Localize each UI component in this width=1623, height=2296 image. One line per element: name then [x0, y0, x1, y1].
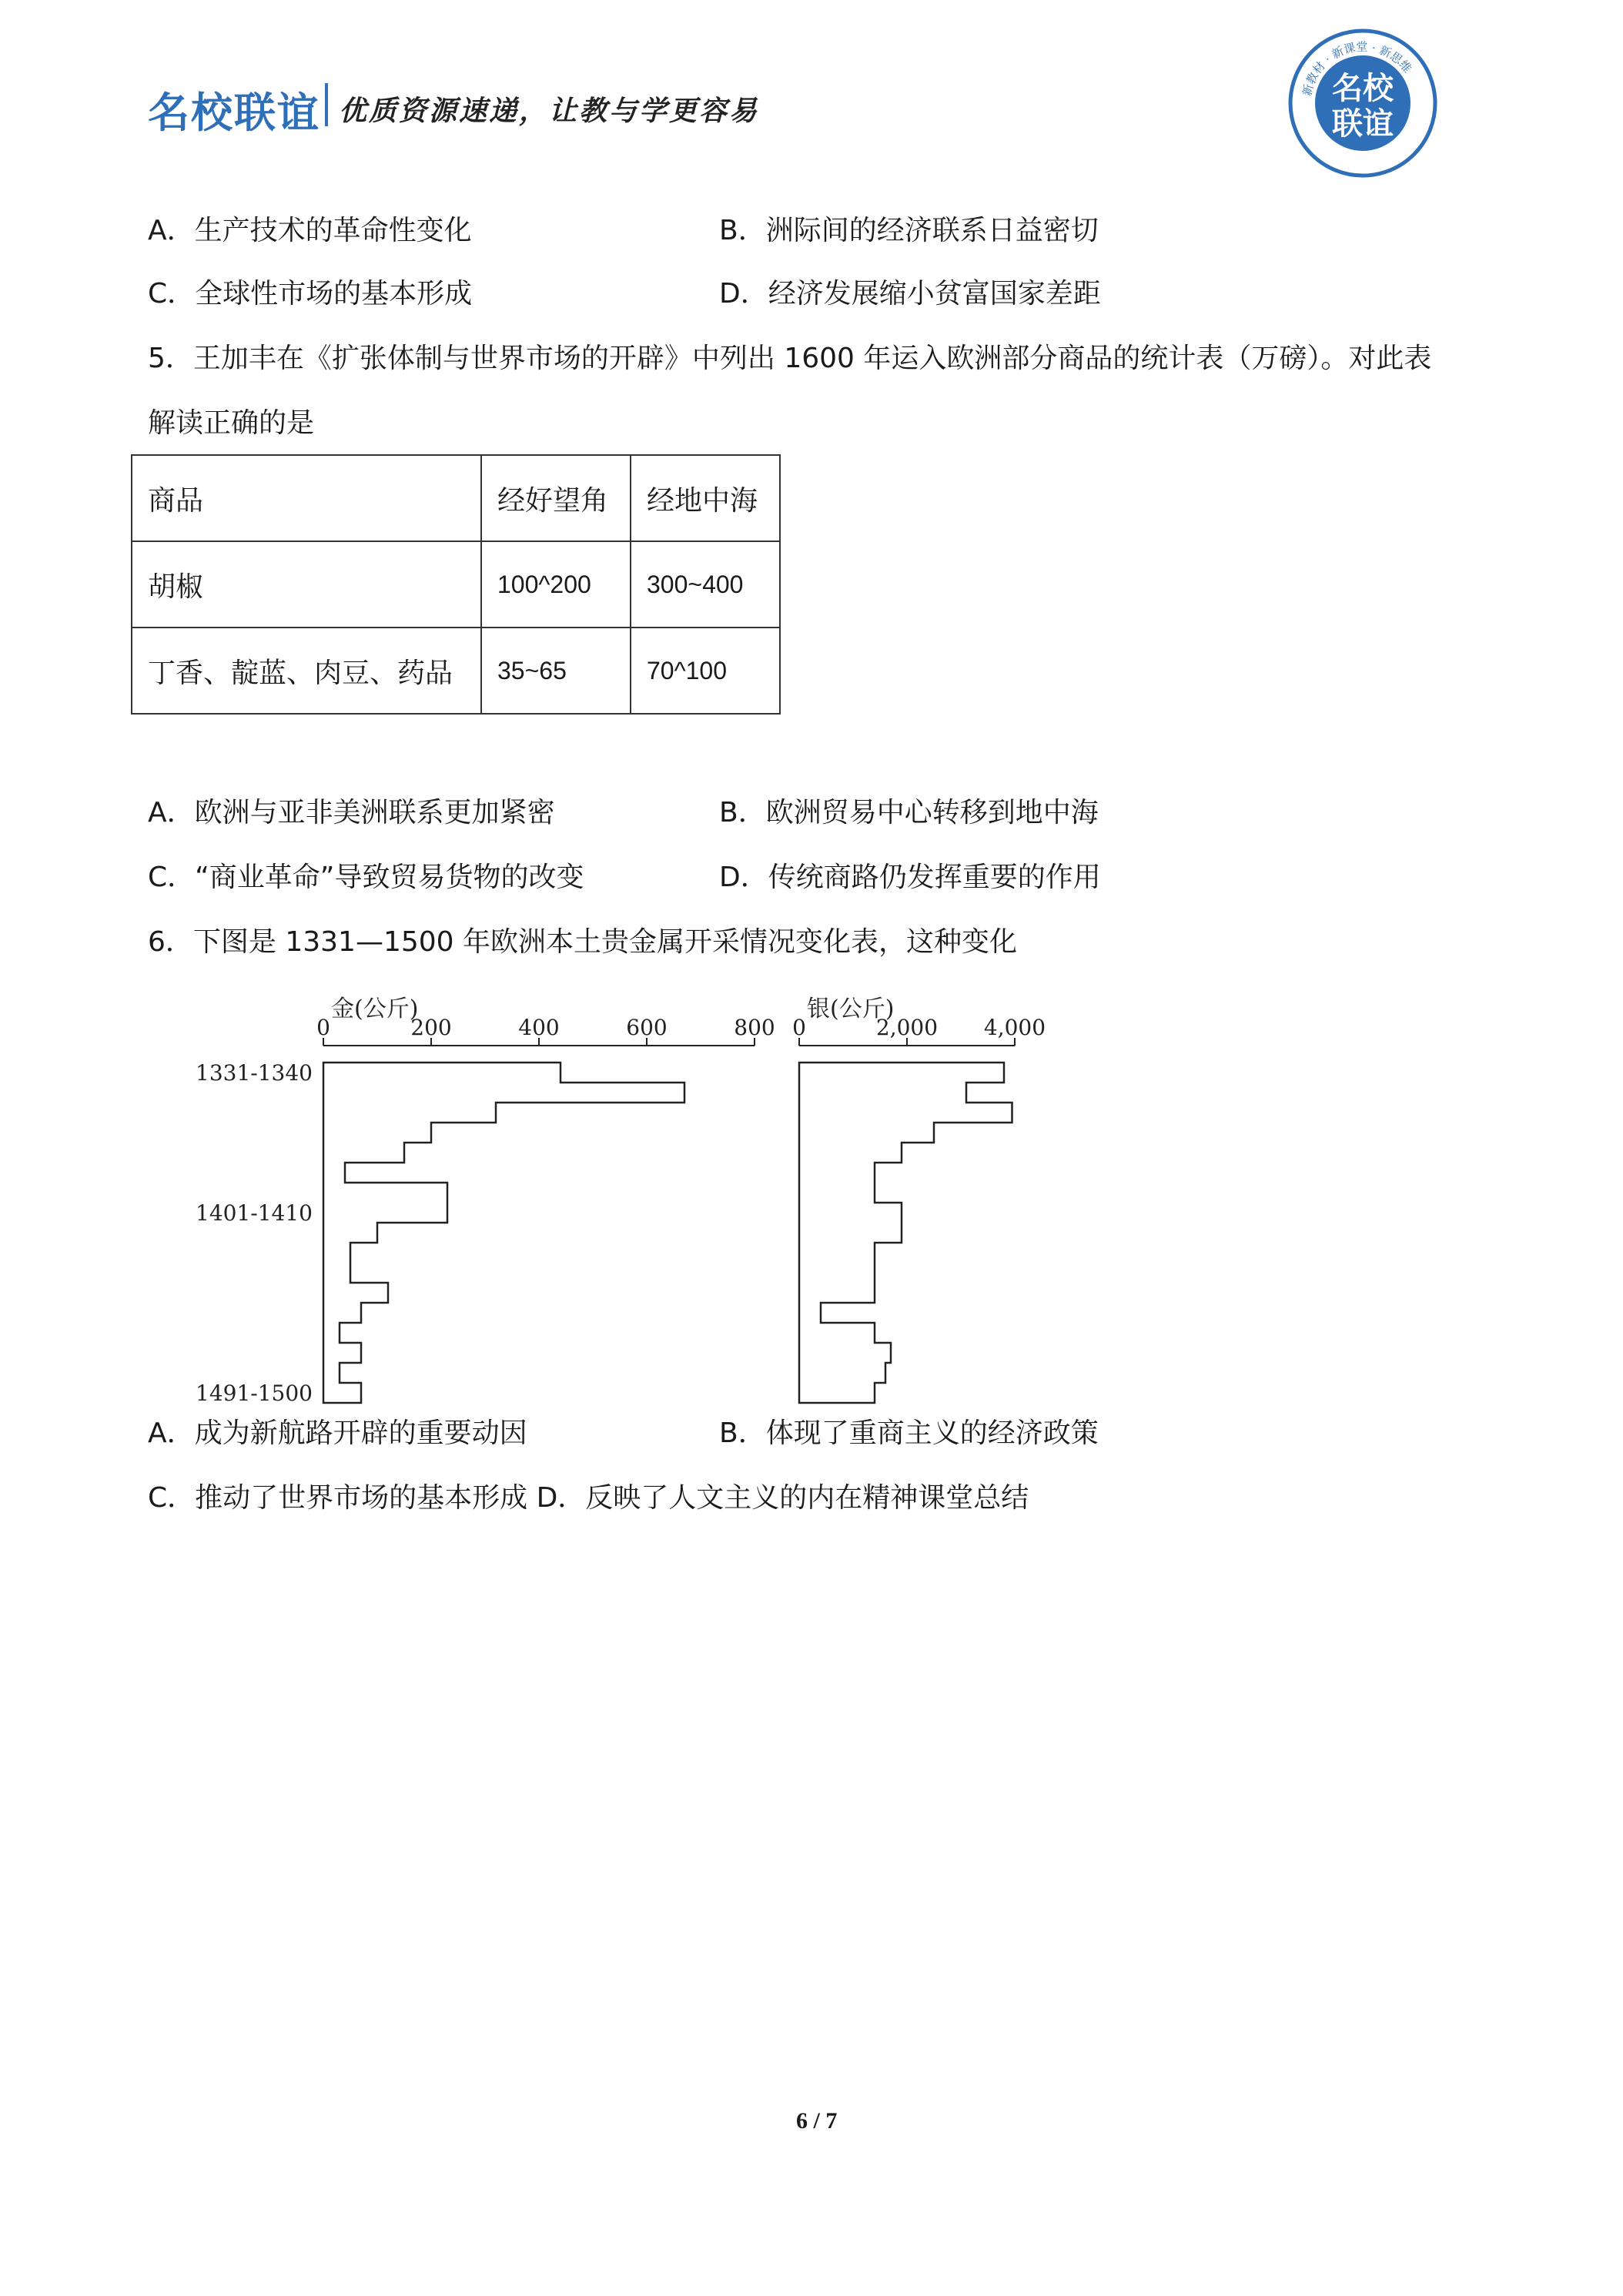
- bar: [323, 1343, 361, 1363]
- x-tick-label: 200: [410, 1015, 452, 1040]
- table-header-cell: 经地中海: [631, 455, 780, 541]
- bar: [799, 1283, 875, 1303]
- x-tick-label: 0: [792, 1015, 806, 1040]
- table-header-cell: 经好望角: [481, 455, 631, 541]
- table-header-cell: 商品: [132, 455, 481, 541]
- q6-stem: 6．下图是 1331—1500 年欧洲本土贵金属开采情况变化表，这种变化: [148, 926, 1018, 958]
- q6-option-cd: C．推动了世界市场的基本形成 D．反映了人文主义的内在精神课堂总结: [148, 1482, 1029, 1514]
- bar: [323, 1383, 361, 1403]
- bar: [799, 1363, 885, 1383]
- brand-slogan: 优质资源速递，让教与学更容易: [339, 95, 760, 127]
- bar: [323, 1123, 431, 1143]
- q5-option-c: C．“商业革命”导致贸易货物的改变: [148, 862, 584, 893]
- bar: [799, 1083, 966, 1103]
- table-cell: 35~65: [481, 628, 631, 714]
- bar: [799, 1123, 934, 1143]
- bar: [323, 1263, 350, 1283]
- bar: [323, 1363, 340, 1383]
- bar: [799, 1143, 902, 1163]
- q6-option-b: B．体现了重商主义的经济政策: [719, 1417, 1099, 1449]
- bar: [323, 1243, 350, 1263]
- bar: [799, 1203, 902, 1223]
- bar: [799, 1383, 875, 1403]
- q5-stem-line1: 5．王加丰在《扩张体制与世界市场的开辟》中列出 1600 年运入欧洲部分商品的统计表（万磅）。对此表: [148, 343, 1432, 374]
- bar: [799, 1303, 821, 1323]
- bar: [323, 1323, 340, 1343]
- q5-option-a: A．欧洲与亚非美洲联系更加紧密: [148, 797, 555, 828]
- table-row: [132, 628, 780, 714]
- bar: [323, 1163, 345, 1183]
- x-tick-label: 800: [734, 1015, 775, 1040]
- chart-title: 银(公斤): [807, 996, 895, 1022]
- table-cell: 丁香、靛蓝、肉豆、药品: [132, 628, 481, 714]
- header-divider: [325, 83, 328, 126]
- x-tick-label: 2,000: [875, 1015, 939, 1040]
- table-cell: 300~400: [631, 541, 780, 628]
- bar: [799, 1343, 891, 1363]
- bar: [323, 1143, 404, 1163]
- table-cell: 胡椒: [132, 541, 481, 628]
- q5-stem-line2: 解读正确的是: [148, 407, 315, 439]
- svg-text:新教材 · 新课堂 · 新思维: 新教材 · 新课堂 · 新思维: [1300, 39, 1414, 98]
- bar: [799, 1163, 875, 1183]
- y-tick-label: 1401-1410: [196, 1200, 313, 1226]
- bar: [799, 1103, 1012, 1123]
- bar: [799, 1223, 902, 1243]
- q5-option-d: D．传统商路仍发挥重要的作用: [719, 862, 1101, 893]
- bar: [799, 1323, 875, 1343]
- y-tick-label: 1331-1340: [196, 1060, 313, 1086]
- q4-option-b: B．洲际间的经济联系日益密切: [719, 215, 1099, 246]
- bar: [799, 1263, 875, 1283]
- page-number: 6 / 7: [796, 2108, 838, 2134]
- table-row: [132, 541, 780, 628]
- goods-table: [131, 454, 781, 715]
- seal-logo: [1287, 28, 1438, 179]
- table-cell: 100^200: [481, 541, 631, 628]
- bar: [323, 1303, 361, 1323]
- q5-option-b: B．欧洲贸易中心转移到地中海: [719, 797, 1099, 828]
- q4-option-d: D．经济发展缩小贫富国家差距: [719, 278, 1101, 310]
- svg-text:名校: 名校: [1332, 71, 1394, 106]
- x-tick-label: 400: [518, 1015, 560, 1040]
- q4-option-c: C．全球性市场的基本形成: [148, 278, 473, 310]
- metal-mining-chart: [177, 986, 1070, 1406]
- bar: [799, 1183, 875, 1203]
- bar: [323, 1083, 684, 1103]
- q4-option-a: A．生产技术的革命性变化: [148, 215, 472, 246]
- bar: [323, 1283, 388, 1303]
- table-cell: 70^100: [631, 628, 780, 714]
- q6-option-a: A．成为新航路开辟的重要动因: [148, 1417, 527, 1449]
- bar: [323, 1203, 447, 1223]
- bar: [799, 1243, 875, 1263]
- bar: [323, 1103, 496, 1123]
- brand-logo: 名校联谊: [148, 89, 320, 137]
- x-tick-label: 4,000: [983, 1015, 1046, 1040]
- y-tick-label: 1491-1500: [196, 1381, 313, 1406]
- bar: [323, 1223, 377, 1243]
- table-header-row: [132, 455, 780, 541]
- svg-text:联谊: 联谊: [1332, 106, 1394, 142]
- chart-title: 金(公斤): [331, 996, 419, 1022]
- x-tick-label: 0: [316, 1015, 330, 1040]
- x-tick-label: 600: [626, 1015, 668, 1040]
- bar: [323, 1183, 447, 1203]
- bar: [323, 1063, 561, 1083]
- bar: [799, 1063, 1004, 1083]
